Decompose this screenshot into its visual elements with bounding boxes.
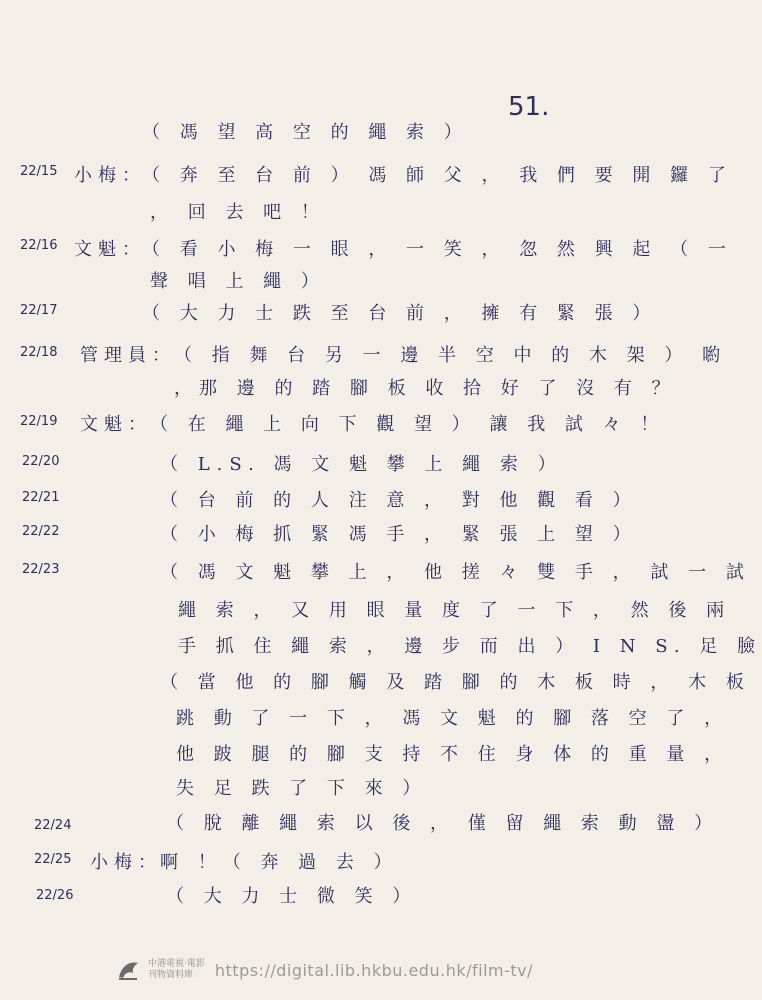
script-line: （ L.S. 馮 文 魁 攀 上 繩 索 ） bbox=[160, 454, 563, 475]
script-line: （ 台 前 的 人 注 意 ， 對 他 觀 看 ） bbox=[160, 490, 638, 511]
speaker: 文魁： bbox=[74, 239, 146, 260]
script-line: 跳 動 了 一 下 ， 馮 文 魁 的 腳 落 空 了 ， bbox=[176, 708, 730, 729]
shot-number: 22/16 bbox=[20, 238, 58, 253]
library-footer bbox=[116, 955, 533, 985]
shot-number: 22/18 bbox=[20, 345, 58, 360]
library-name-line1: 中港電視‧電影 bbox=[148, 959, 205, 969]
shot-number: 22/22 bbox=[22, 524, 60, 539]
shot-number: 22/24 bbox=[34, 818, 72, 833]
shot-number: 22/19 bbox=[20, 414, 58, 429]
script-line: （ 當 他 的 腳 觸 及 踏 腳 的 木 板 時 ， 木 板 bbox=[160, 672, 751, 693]
script-line: （ 在 繩 上 向 下 觀 望 ） 讓 我 試 々 ！ bbox=[150, 414, 666, 435]
shot-number: 22/26 bbox=[36, 888, 74, 903]
scene-heading: （ 馮 望 高 空 的 繩 索 ） bbox=[142, 122, 469, 143]
shot-number: 22/17 bbox=[20, 303, 58, 318]
script-line: 失 足 跌 了 下 來 ） bbox=[176, 778, 428, 799]
shot-number: 22/21 bbox=[22, 490, 60, 505]
script-line: （ 馮 文 魁 攀 上 ， 他 搓 々 雙 手 ， 試 一 試 bbox=[160, 562, 751, 583]
script-line: 繩 索 ， 又 用 眼 量 度 了 一 下 ， 然 後 兩 bbox=[178, 600, 732, 621]
script-line: ， 回 去 吧 ！ bbox=[150, 202, 326, 223]
speaker: 文魁： bbox=[80, 414, 152, 435]
script-line: 他 跛 腿 的 腳 支 持 不 住 身 体 的 重 量 ， bbox=[176, 744, 730, 765]
shot-number: 22/15 bbox=[20, 164, 58, 179]
script-line: 聲 唱 上 繩 ） bbox=[150, 271, 326, 292]
speaker: 管理員： bbox=[80, 345, 176, 366]
script-line: （ 小 梅 抓 緊 馮 手 ， 緊 張 上 望 ） bbox=[160, 524, 638, 545]
shot-number: 22/25 bbox=[34, 852, 72, 867]
script-line: 手 抓 住 繩 索 ， 邊 步 而 出 ） I N S. 足 臉 bbox=[178, 636, 762, 657]
script-line: （ 大 力 士 微 笑 ） bbox=[166, 886, 418, 907]
page-number: 51. bbox=[508, 92, 550, 122]
script-line: ，那 邊 的 踏 腳 板 收 拾 好 了 沒 有 ？ bbox=[174, 378, 677, 399]
library-name bbox=[148, 959, 205, 981]
speaker: 小梅： bbox=[90, 852, 162, 873]
script-line: （ 大 力 士 跌 至 台 前 ， 擁 有 緊 張 ） bbox=[142, 303, 658, 324]
archive-url[interactable]: https://digital.lib.hkbu.edu.hk/film-tv/ bbox=[214, 960, 533, 980]
script-line: （ 看 小 梅 一 眼 ， 一 笑 ， 忽 然 興 起 （ 一 bbox=[142, 239, 733, 260]
shot-number: 22/23 bbox=[22, 562, 60, 577]
library-name-line2: 刊物資料庫 bbox=[148, 970, 194, 980]
library-logo-icon bbox=[116, 957, 142, 983]
speaker: 小梅： bbox=[74, 165, 146, 186]
shot-number: 22/20 bbox=[22, 454, 60, 469]
script-line: （ 脫 離 繩 索 以 後 ， 僅 留 繩 索 動 盪 ） bbox=[166, 813, 720, 834]
script-line: 啊 ！（ 奔 過 去 ） bbox=[160, 852, 399, 873]
script-line: （ 奔 至 台 前 ） 馮 師 父 ， 我 們 要 開 鑼 了 bbox=[142, 165, 733, 186]
script-line: （ 指 舞 台 另 一 邊 半 空 中 的 木 架 ） 喲 bbox=[174, 345, 728, 366]
